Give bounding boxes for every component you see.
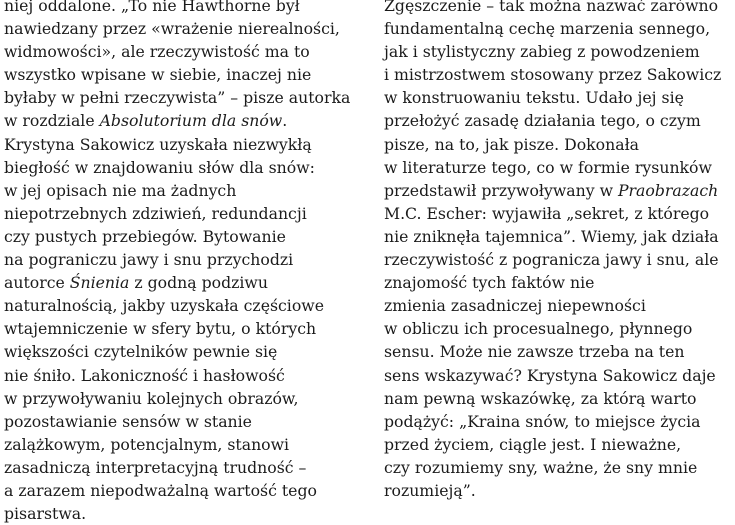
text-line bbox=[4, 63, 359, 86]
text-run: M.C. Escher: wyjawiła „sekret, z którego bbox=[384, 203, 710, 223]
text-run: pozostawianie sensów w stanie bbox=[4, 411, 252, 431]
text-run: wtajemniczenie w sfery bytu, o których bbox=[4, 319, 317, 339]
text-line bbox=[4, 133, 359, 156]
text-line bbox=[384, 456, 734, 479]
text-run: pisze, na to, jak pisze. Dokonała bbox=[384, 134, 640, 154]
left-text-column bbox=[4, 0, 359, 525]
text-run: w konstruowaniu tekstu. Udało jej się bbox=[384, 88, 684, 108]
text-line bbox=[4, 502, 359, 525]
text-line bbox=[4, 479, 359, 502]
text-run: pisarstwa. bbox=[4, 504, 87, 524]
text-line bbox=[4, 433, 359, 456]
text-line bbox=[384, 17, 734, 40]
text-run: niej oddalone. „To nie Hawthorne był bbox=[4, 0, 300, 15]
text-run: w rozdziale bbox=[4, 111, 100, 131]
text-run: zalążkowym, potencjalnym, stanowi bbox=[4, 434, 290, 454]
text-line bbox=[4, 387, 359, 410]
text-line bbox=[384, 387, 734, 410]
text-run: sensu. Może nie zawsze trzeba na ten bbox=[384, 342, 685, 362]
text-run: czy rozumiemy sny, ważne, że sny mnie bbox=[384, 457, 698, 477]
text-run: naturalnością, jakby uzyskała częściowe bbox=[4, 296, 324, 316]
text-run: rzeczywistość z pogranicza jawy i snu, ale bbox=[384, 250, 719, 270]
text-line bbox=[4, 109, 359, 132]
text-run: przedstawił przywoływany w bbox=[384, 180, 618, 200]
text-run: . bbox=[282, 111, 288, 131]
text-run: przed życiem, ciągle jest. I nieważne, bbox=[384, 434, 682, 454]
right-text-column bbox=[384, 0, 734, 502]
text-run: sens wskazywać? Krystyna Sakowicz daje bbox=[384, 365, 716, 385]
text-line bbox=[4, 40, 359, 63]
text-line bbox=[4, 17, 359, 40]
text-line bbox=[4, 340, 359, 363]
text-run: rozumieją”. bbox=[384, 480, 476, 500]
text-line bbox=[384, 225, 734, 248]
text-line bbox=[4, 202, 359, 225]
text-line bbox=[384, 340, 734, 363]
text-run: a zarazem niepodważalną wartość tego bbox=[4, 480, 317, 500]
text-run: czy pustych przebiegów. Bytowanie bbox=[4, 226, 286, 246]
text-run: byłaby w pełni rzeczywista” – pisze autorka bbox=[4, 88, 351, 108]
italic-title: Absolutorium dla snów bbox=[99, 111, 283, 131]
text-run: znajomość tych faktów nie bbox=[384, 273, 595, 293]
text-run: nam pewną wskazówkę, za którą warto bbox=[384, 388, 697, 408]
text-run: w literaturze tego, co w formie rysunków bbox=[384, 157, 712, 177]
text-run: jak i stylistyczny zabieg z powodzeniem bbox=[384, 42, 700, 62]
text-line bbox=[384, 179, 734, 202]
text-run: biegłość w znajdowaniu słów dla snów: bbox=[4, 157, 315, 177]
text-run: w obliczu ich procesualnego, płynnego bbox=[384, 319, 693, 339]
text-line bbox=[4, 364, 359, 387]
text-line bbox=[4, 456, 359, 479]
text-run: autorce bbox=[4, 273, 70, 293]
text-run: podążyć: „Kraina snów, to miejsce życia bbox=[384, 411, 701, 431]
text-run: nie zniknęła tajemnica”. Wiemy, jak działa bbox=[384, 226, 719, 246]
italic-title: Praobrazach bbox=[618, 180, 719, 200]
text-run: niepotrzebnych zdziwień, redundancji bbox=[4, 203, 307, 223]
italic-title: Śnienia bbox=[69, 273, 130, 293]
text-run: zasadniczą interpretacyjną trudność – bbox=[4, 457, 307, 477]
text-run: nie śniło. Lakoniczność i hasłowość bbox=[4, 365, 285, 385]
text-line bbox=[384, 433, 734, 456]
text-run: zmienia zasadniczej niepewności bbox=[384, 296, 646, 316]
text-line bbox=[384, 317, 734, 340]
text-line bbox=[4, 271, 359, 294]
text-run: w jej opisach nie ma żadnych bbox=[4, 180, 237, 200]
text-line bbox=[384, 156, 734, 179]
text-line bbox=[4, 86, 359, 109]
text-run: większości czytelników pewnie się bbox=[4, 342, 278, 362]
text-run: widmowości», ale rzeczywistość ma to bbox=[4, 42, 310, 62]
text-line bbox=[4, 410, 359, 433]
text-run: w przywoływaniu kolejnych obrazów, bbox=[4, 388, 299, 408]
text-run: fundamentalną cechę marzenia sennego, bbox=[384, 19, 711, 39]
text-line bbox=[384, 410, 734, 433]
text-run: przełożyć zasadę działania tego, o czym bbox=[384, 111, 701, 131]
text-line bbox=[384, 109, 734, 132]
text-run: wszystko wpisane w siebie, inaczej nie bbox=[4, 65, 312, 85]
text-run: na pograniczu jawy i snu przychodzi bbox=[4, 250, 294, 270]
text-line bbox=[384, 0, 734, 17]
text-run: z godną podziwu bbox=[129, 273, 268, 293]
text-line bbox=[4, 248, 359, 271]
text-line bbox=[384, 248, 734, 271]
text-line bbox=[4, 225, 359, 248]
text-line bbox=[384, 271, 734, 294]
text-line bbox=[384, 40, 734, 63]
text-line bbox=[4, 179, 359, 202]
text-line bbox=[384, 133, 734, 156]
text-line bbox=[4, 0, 359, 17]
text-line bbox=[384, 202, 734, 225]
text-run: Zgęszczenie – tak można nazwać zarówno bbox=[384, 0, 719, 15]
text-line bbox=[384, 294, 734, 317]
text-line bbox=[4, 156, 359, 179]
text-line bbox=[4, 294, 359, 317]
text-line bbox=[384, 364, 734, 387]
text-run: i mistrzostwem stosowany przez Sakowicz bbox=[384, 65, 722, 85]
text-line bbox=[384, 86, 734, 109]
text-line bbox=[4, 317, 359, 340]
text-run: nawiedzany przez «wrażenie nierealności, bbox=[4, 19, 340, 39]
text-line bbox=[384, 63, 734, 86]
text-run: Krystyna Sakowicz uzyskała niezwykłą bbox=[4, 134, 312, 154]
text-line bbox=[384, 479, 734, 502]
